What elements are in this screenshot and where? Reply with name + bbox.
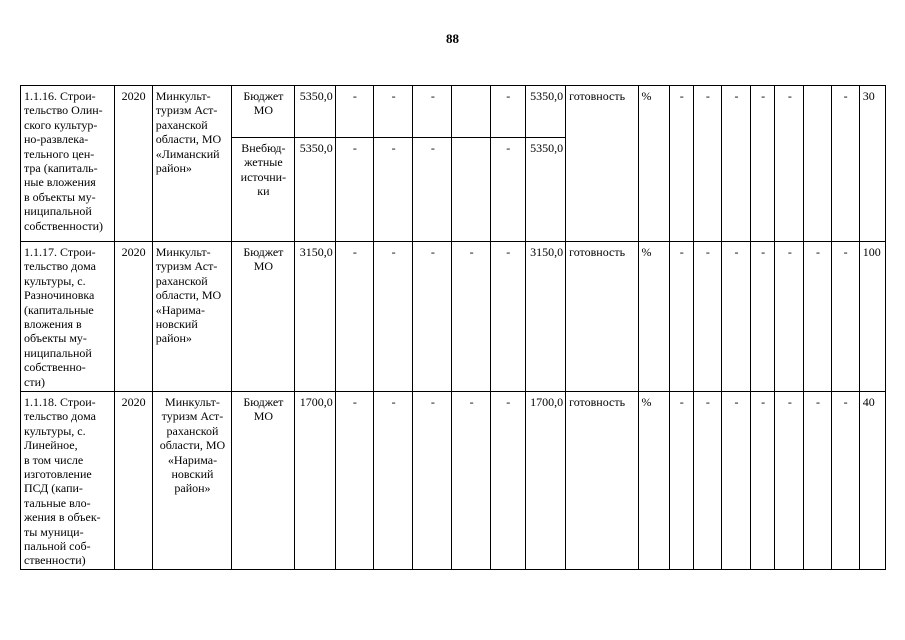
indicator-value-cell: -: [775, 392, 804, 570]
executor-cell: Минкульт- туризм Аст- раханской области, МО «Нарима- новский район»: [152, 242, 231, 392]
amount-cell: 5350,0: [294, 86, 335, 138]
indicator-cell: готовность: [566, 86, 638, 242]
year-value-cell: [452, 138, 490, 242]
year-value-cell: -: [452, 242, 490, 392]
total-cell: 1700,0: [525, 392, 565, 570]
year-cell: 2020: [114, 242, 152, 392]
indicator-value-cell: [804, 86, 831, 242]
indicator-cell: готовность: [566, 242, 638, 392]
indicator-cell: готовность: [566, 392, 638, 570]
indicator-value-cell: -: [831, 242, 859, 392]
table-row: [21, 242, 886, 392]
year-value-cell: -: [490, 138, 525, 242]
total-cell: 5350,0: [525, 138, 565, 242]
amount-cell: 1700,0: [294, 392, 335, 570]
measure-name-cell: 1.1.16. Строи- тельство Олин- ского культур- но-развлека- тельного цен- тра (капиталь- ные вложения в объекты му- ниципальной собственности): [21, 86, 115, 242]
year-value-cell: -: [374, 242, 413, 392]
indicator-value-cell: -: [775, 242, 804, 392]
indicator-value-cell: -: [751, 86, 775, 242]
table-row: [21, 86, 886, 138]
year-value-cell: -: [335, 86, 373, 138]
total-cell: 5350,0: [525, 86, 565, 138]
indicator-value-cell: -: [693, 86, 721, 242]
indicator-value-cell: -: [693, 242, 721, 392]
year-value-cell: -: [490, 242, 525, 392]
year-cell: 2020: [114, 392, 152, 570]
year-cell: 2020: [114, 86, 152, 242]
funding-source-cell: Бюджет МО: [232, 242, 294, 392]
year-value-cell: -: [335, 138, 373, 242]
unit-cell: %: [638, 86, 669, 242]
year-value-cell: -: [374, 138, 413, 242]
year-value-cell: -: [374, 86, 413, 138]
measure-name-cell: 1.1.18. Строи- тельство дома культуры, с. Линейное, в том числе изготовление ПСД (капи- тальные вло- жения в объек- ты муници- пальной соб- ственности): [21, 392, 115, 570]
target-value-cell: 40: [859, 392, 885, 570]
total-cell: 3150,0: [525, 242, 565, 392]
year-value-cell: -: [413, 242, 452, 392]
amount-cell: 5350,0: [294, 138, 335, 242]
year-value-cell: -: [335, 242, 373, 392]
indicator-value-cell: -: [775, 86, 804, 242]
year-value-cell: -: [413, 392, 452, 570]
year-value-cell: -: [413, 138, 452, 242]
year-value-cell: -: [374, 392, 413, 570]
funding-source-cell: Внебюд- жетные источни- ки: [232, 138, 294, 242]
executor-cell: Минкульт- туризм Аст- раханской области, МО «Нарима- новский район»: [152, 392, 231, 570]
program-table: [20, 85, 886, 570]
indicator-value-cell: -: [721, 86, 750, 242]
indicator-value-cell: -: [831, 86, 859, 242]
measure-name-cell: 1.1.17. Строи- тельство дома культуры, с. Разночиновка (капитальные вложения в объекты му- ниципальной собственно- сти): [21, 242, 115, 392]
funding-source-cell: Бюджет МО: [232, 392, 294, 570]
year-value-cell: [452, 86, 490, 138]
year-value-cell: -: [335, 392, 373, 570]
unit-cell: %: [638, 242, 669, 392]
indicator-value-cell: -: [751, 242, 775, 392]
table-row: [21, 392, 886, 570]
year-value-cell: -: [490, 392, 525, 570]
indicator-value-cell: -: [804, 392, 831, 570]
unit-cell: %: [638, 392, 669, 570]
year-value-cell: -: [490, 86, 525, 138]
year-value-cell: -: [452, 392, 490, 570]
indicator-value-cell: -: [669, 242, 693, 392]
indicator-value-cell: -: [669, 392, 693, 570]
indicator-value-cell: -: [831, 392, 859, 570]
indicator-value-cell: -: [693, 392, 721, 570]
indicator-value-cell: -: [669, 86, 693, 242]
funding-source-cell: Бюджет МО: [232, 86, 294, 138]
indicator-value-cell: -: [804, 242, 831, 392]
indicator-value-cell: -: [721, 392, 750, 570]
amount-cell: 3150,0: [294, 242, 335, 392]
year-value-cell: -: [413, 86, 452, 138]
executor-cell: Минкульт- туризм Аст- раханской области, МО «Лиманский район»: [152, 86, 231, 242]
target-value-cell: 100: [859, 242, 885, 392]
indicator-value-cell: -: [751, 392, 775, 570]
page-number: 88: [446, 31, 459, 46]
indicator-value-cell: -: [721, 242, 750, 392]
target-value-cell: 30: [859, 86, 885, 242]
